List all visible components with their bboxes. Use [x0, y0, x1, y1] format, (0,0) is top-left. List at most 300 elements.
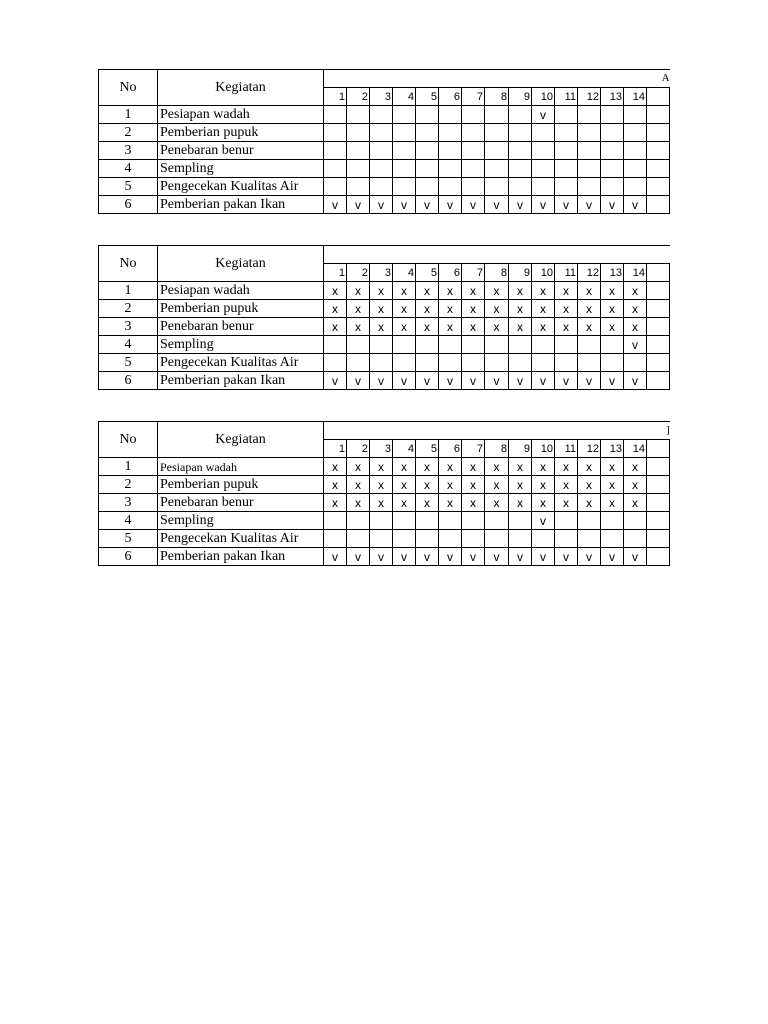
day-mark: x — [324, 494, 347, 512]
day-mark: v — [578, 548, 601, 566]
day-mark — [601, 512, 624, 530]
day-mark — [578, 142, 601, 160]
schedule-table-3 — [98, 421, 670, 566]
day-mark: x — [555, 476, 578, 494]
day-mark: v — [555, 372, 578, 390]
day-mark-overflow — [647, 300, 670, 318]
day-mark — [462, 106, 485, 124]
day-header: 5 — [416, 440, 439, 458]
day-mark — [624, 354, 647, 372]
day-mark — [509, 336, 532, 354]
day-mark — [624, 160, 647, 178]
day-mark: x — [416, 494, 439, 512]
day-mark — [462, 160, 485, 178]
day-mark — [624, 142, 647, 160]
day-mark — [393, 142, 416, 160]
day-mark: x — [393, 494, 416, 512]
schedule-table-3-wrapper — [98, 421, 670, 566]
day-mark: x — [509, 476, 532, 494]
day-mark — [324, 178, 347, 196]
day-header: 7 — [462, 88, 485, 106]
day-header: 3 — [370, 264, 393, 282]
no-header: No — [99, 70, 158, 106]
day-header: 4 — [393, 440, 416, 458]
day-mark: v — [462, 548, 485, 566]
day-header: 4 — [393, 88, 416, 106]
day-mark: v — [416, 196, 439, 214]
day-mark: x — [601, 318, 624, 336]
activity-name: Pemberian pakan Ikan — [158, 372, 324, 390]
day-mark: x — [324, 476, 347, 494]
day-header-overflow — [647, 440, 670, 458]
day-header: 2 — [347, 264, 370, 282]
activity-name: Pesiapan wadah — [158, 282, 324, 300]
day-mark — [485, 512, 509, 530]
day-mark: x — [416, 458, 439, 476]
day-mark — [532, 354, 555, 372]
activity-name: Penebaran benur — [158, 142, 324, 160]
day-mark — [416, 530, 439, 548]
day-mark — [624, 530, 647, 548]
day-mark: x — [462, 282, 485, 300]
day-mark — [578, 336, 601, 354]
day-mark: x — [485, 494, 509, 512]
row-number: 3 — [99, 318, 158, 336]
activity-name: Penebaran benur — [158, 318, 324, 336]
day-mark: x — [624, 458, 647, 476]
day-mark-overflow — [647, 196, 670, 214]
day-mark — [393, 160, 416, 178]
day-mark — [509, 106, 532, 124]
row-number: 4 — [99, 160, 158, 178]
day-mark — [439, 160, 462, 178]
day-header: 7 — [462, 440, 485, 458]
day-mark: v — [555, 196, 578, 214]
day-mark — [555, 512, 578, 530]
day-mark — [462, 336, 485, 354]
row-number: 2 — [99, 300, 158, 318]
day-mark — [324, 512, 347, 530]
day-mark — [324, 530, 347, 548]
day-mark — [509, 142, 532, 160]
day-mark: v — [462, 372, 485, 390]
day-mark-overflow — [647, 476, 670, 494]
day-mark — [532, 178, 555, 196]
day-mark: x — [324, 458, 347, 476]
day-mark — [416, 354, 439, 372]
row-number: 1 — [99, 458, 158, 476]
day-mark — [439, 336, 462, 354]
day-mark — [555, 142, 578, 160]
day-mark — [462, 354, 485, 372]
day-mark: x — [416, 300, 439, 318]
day-mark: v — [393, 372, 416, 390]
day-mark — [578, 512, 601, 530]
day-mark: v — [485, 372, 509, 390]
day-mark — [370, 336, 393, 354]
activity-name: Sempling — [158, 336, 324, 354]
day-mark: v — [416, 548, 439, 566]
day-header: 5 — [416, 88, 439, 106]
day-mark — [532, 336, 555, 354]
day-header: 9 — [509, 264, 532, 282]
day-mark: x — [416, 282, 439, 300]
day-mark: x — [601, 458, 624, 476]
day-mark: x — [578, 476, 601, 494]
table-row — [99, 196, 670, 214]
row-number: 2 — [99, 476, 158, 494]
day-mark — [485, 160, 509, 178]
day-header: 9 — [509, 440, 532, 458]
day-mark — [624, 124, 647, 142]
day-header: 6 — [439, 88, 462, 106]
day-mark: x — [532, 458, 555, 476]
day-mark: x — [439, 476, 462, 494]
day-mark — [485, 124, 509, 142]
day-mark — [347, 106, 370, 124]
period-banner: A — [324, 70, 670, 88]
day-mark: v — [555, 548, 578, 566]
period-banner: ] — [324, 422, 670, 440]
day-mark: v — [509, 372, 532, 390]
table-row — [99, 282, 670, 300]
activity-name: Sempling — [158, 160, 324, 178]
row-number: 4 — [99, 512, 158, 530]
day-mark: v — [439, 548, 462, 566]
day-mark — [462, 124, 485, 142]
day-mark: x — [347, 458, 370, 476]
day-header: 8 — [485, 440, 509, 458]
day-mark — [416, 178, 439, 196]
day-mark: x — [439, 458, 462, 476]
day-mark — [439, 178, 462, 196]
day-mark — [439, 106, 462, 124]
day-mark: x — [578, 494, 601, 512]
day-mark: x — [370, 300, 393, 318]
day-mark — [439, 512, 462, 530]
day-mark: v — [509, 196, 532, 214]
table-row — [99, 476, 670, 494]
day-mark: v — [601, 196, 624, 214]
day-mark: x — [555, 318, 578, 336]
day-mark: x — [624, 300, 647, 318]
day-mark — [324, 354, 347, 372]
day-header-overflow — [647, 264, 670, 282]
day-mark — [462, 530, 485, 548]
schedule-table-2 — [98, 245, 670, 390]
day-mark: x — [485, 282, 509, 300]
day-mark-overflow — [647, 494, 670, 512]
day-mark-overflow — [647, 142, 670, 160]
day-mark: x — [555, 282, 578, 300]
day-mark: x — [416, 318, 439, 336]
day-header: 2 — [347, 88, 370, 106]
day-header: 1 — [324, 264, 347, 282]
day-mark: x — [601, 476, 624, 494]
day-header: 10 — [532, 440, 555, 458]
day-mark: x — [509, 282, 532, 300]
day-mark — [462, 512, 485, 530]
schedule-table-1-wrapper — [98, 69, 670, 214]
day-mark: v — [324, 548, 347, 566]
day-header: 7 — [462, 264, 485, 282]
activity-name: Sempling — [158, 512, 324, 530]
day-mark: x — [532, 282, 555, 300]
day-mark-overflow — [647, 458, 670, 476]
row-number: 4 — [99, 336, 158, 354]
day-mark — [532, 142, 555, 160]
day-mark — [624, 512, 647, 530]
day-mark — [555, 354, 578, 372]
day-mark: x — [578, 300, 601, 318]
activity-name: Pemberian pakan Ikan — [158, 548, 324, 566]
day-mark — [324, 142, 347, 160]
day-mark — [509, 160, 532, 178]
day-mark: v — [532, 106, 555, 124]
day-mark: x — [509, 494, 532, 512]
day-mark: v — [324, 196, 347, 214]
day-header: 12 — [578, 264, 601, 282]
day-mark — [509, 512, 532, 530]
day-mark — [578, 530, 601, 548]
row-number: 6 — [99, 548, 158, 566]
day-mark: x — [439, 300, 462, 318]
day-mark: x — [370, 282, 393, 300]
day-mark: x — [485, 476, 509, 494]
day-mark — [370, 160, 393, 178]
activity-name: Pemberian pupuk — [158, 476, 324, 494]
table-row — [99, 124, 670, 142]
day-mark — [347, 142, 370, 160]
day-mark: x — [601, 494, 624, 512]
day-mark — [439, 354, 462, 372]
day-mark — [624, 106, 647, 124]
row-number: 6 — [99, 196, 158, 214]
activity-name: Penebaran benur — [158, 494, 324, 512]
day-mark: x — [624, 476, 647, 494]
day-mark: v — [624, 548, 647, 566]
day-header: 6 — [439, 440, 462, 458]
table-row — [99, 494, 670, 512]
activity-name: Pemberian pakan Ikan — [158, 196, 324, 214]
day-mark: x — [347, 494, 370, 512]
day-mark: x — [532, 494, 555, 512]
day-mark: v — [624, 372, 647, 390]
day-header: 11 — [555, 88, 578, 106]
day-mark: x — [324, 300, 347, 318]
day-mark-overflow — [647, 530, 670, 548]
row-number: 6 — [99, 372, 158, 390]
table-row — [99, 142, 670, 160]
day-header: 13 — [601, 440, 624, 458]
day-mark: x — [370, 318, 393, 336]
table-row — [99, 512, 670, 530]
row-number: 5 — [99, 530, 158, 548]
day-mark: v — [601, 372, 624, 390]
day-mark: x — [347, 282, 370, 300]
day-mark: v — [416, 372, 439, 390]
day-mark — [601, 336, 624, 354]
table-row — [99, 336, 670, 354]
day-mark: x — [370, 458, 393, 476]
table-row — [99, 160, 670, 178]
day-mark-overflow — [647, 160, 670, 178]
day-mark — [578, 106, 601, 124]
day-mark — [324, 336, 347, 354]
day-mark: x — [532, 300, 555, 318]
day-mark — [601, 160, 624, 178]
day-mark — [555, 178, 578, 196]
day-header: 10 — [532, 264, 555, 282]
day-mark: v — [624, 336, 647, 354]
day-mark — [439, 142, 462, 160]
day-mark: x — [485, 318, 509, 336]
activity-name: Pengecekan Kualitas Air — [158, 530, 324, 548]
day-mark: v — [347, 548, 370, 566]
day-mark: x — [509, 458, 532, 476]
day-mark: x — [370, 476, 393, 494]
day-mark: x — [485, 300, 509, 318]
day-mark-overflow — [647, 336, 670, 354]
day-header-overflow — [647, 88, 670, 106]
row-number: 3 — [99, 142, 158, 160]
day-mark: x — [601, 300, 624, 318]
day-mark — [439, 124, 462, 142]
day-mark: x — [439, 494, 462, 512]
day-mark: v — [532, 196, 555, 214]
activity-name: Pesiapan wadah — [158, 458, 324, 476]
day-mark: x — [347, 318, 370, 336]
table-row — [99, 372, 670, 390]
day-mark: x — [509, 300, 532, 318]
day-mark — [509, 124, 532, 142]
day-mark — [324, 124, 347, 142]
day-header: 11 — [555, 264, 578, 282]
day-header: 13 — [601, 88, 624, 106]
day-mark — [555, 160, 578, 178]
day-header: 10 — [532, 88, 555, 106]
schedule-table-2-wrapper — [98, 245, 647, 390]
period-banner — [324, 246, 670, 264]
day-mark — [601, 124, 624, 142]
day-mark: v — [509, 548, 532, 566]
day-mark: v — [370, 196, 393, 214]
day-mark — [485, 178, 509, 196]
day-header: 14 — [624, 440, 647, 458]
day-header: 8 — [485, 88, 509, 106]
no-header: No — [99, 422, 158, 458]
row-number: 5 — [99, 354, 158, 372]
day-mark — [347, 530, 370, 548]
day-mark — [532, 530, 555, 548]
day-mark: v — [439, 196, 462, 214]
day-mark: x — [578, 282, 601, 300]
table-row — [99, 106, 670, 124]
day-mark: x — [509, 318, 532, 336]
day-mark: v — [624, 196, 647, 214]
day-mark-overflow — [647, 106, 670, 124]
day-mark — [578, 354, 601, 372]
day-mark — [393, 512, 416, 530]
day-mark: x — [393, 282, 416, 300]
day-mark — [601, 142, 624, 160]
day-mark — [393, 354, 416, 372]
day-mark — [370, 530, 393, 548]
day-mark: x — [393, 300, 416, 318]
day-mark — [509, 178, 532, 196]
day-mark — [416, 124, 439, 142]
day-mark — [393, 530, 416, 548]
row-number: 1 — [99, 282, 158, 300]
day-mark — [416, 336, 439, 354]
row-number: 5 — [99, 178, 158, 196]
day-mark: x — [532, 476, 555, 494]
day-mark: v — [485, 196, 509, 214]
day-mark: x — [462, 318, 485, 336]
day-mark — [416, 106, 439, 124]
day-mark: x — [624, 494, 647, 512]
activity-name: Pemberian pupuk — [158, 124, 324, 142]
day-mark-overflow — [647, 124, 670, 142]
day-mark: x — [416, 476, 439, 494]
row-number: 1 — [99, 106, 158, 124]
no-header: No — [99, 246, 158, 282]
day-mark: v — [532, 512, 555, 530]
table-row — [99, 318, 670, 336]
day-header: 8 — [485, 264, 509, 282]
day-header: 3 — [370, 88, 393, 106]
day-header: 12 — [578, 88, 601, 106]
day-header: 14 — [624, 88, 647, 106]
day-header: 1 — [324, 88, 347, 106]
day-mark — [462, 178, 485, 196]
day-header: 1 — [324, 440, 347, 458]
day-mark — [555, 106, 578, 124]
day-header: 5 — [416, 264, 439, 282]
table-row — [99, 458, 670, 476]
schedule-table-1 — [98, 69, 670, 214]
day-mark — [601, 530, 624, 548]
table-row — [99, 178, 670, 196]
day-mark — [532, 160, 555, 178]
day-mark — [324, 160, 347, 178]
day-mark: x — [393, 458, 416, 476]
day-mark — [439, 530, 462, 548]
day-mark — [393, 178, 416, 196]
day-mark: x — [555, 458, 578, 476]
day-mark: v — [370, 548, 393, 566]
day-mark: x — [347, 300, 370, 318]
day-mark: x — [624, 318, 647, 336]
day-mark: x — [324, 282, 347, 300]
day-header: 14 — [624, 264, 647, 282]
day-header: 4 — [393, 264, 416, 282]
day-mark — [509, 354, 532, 372]
day-mark: v — [393, 548, 416, 566]
day-mark — [462, 142, 485, 160]
day-mark — [555, 124, 578, 142]
day-mark — [370, 142, 393, 160]
day-mark: x — [439, 318, 462, 336]
kegiatan-header: Kegiatan — [158, 70, 324, 106]
day-mark — [509, 530, 532, 548]
day-mark — [578, 124, 601, 142]
table-row — [99, 548, 670, 566]
day-header: 12 — [578, 440, 601, 458]
day-mark — [393, 124, 416, 142]
day-mark: x — [393, 476, 416, 494]
day-mark — [485, 354, 509, 372]
